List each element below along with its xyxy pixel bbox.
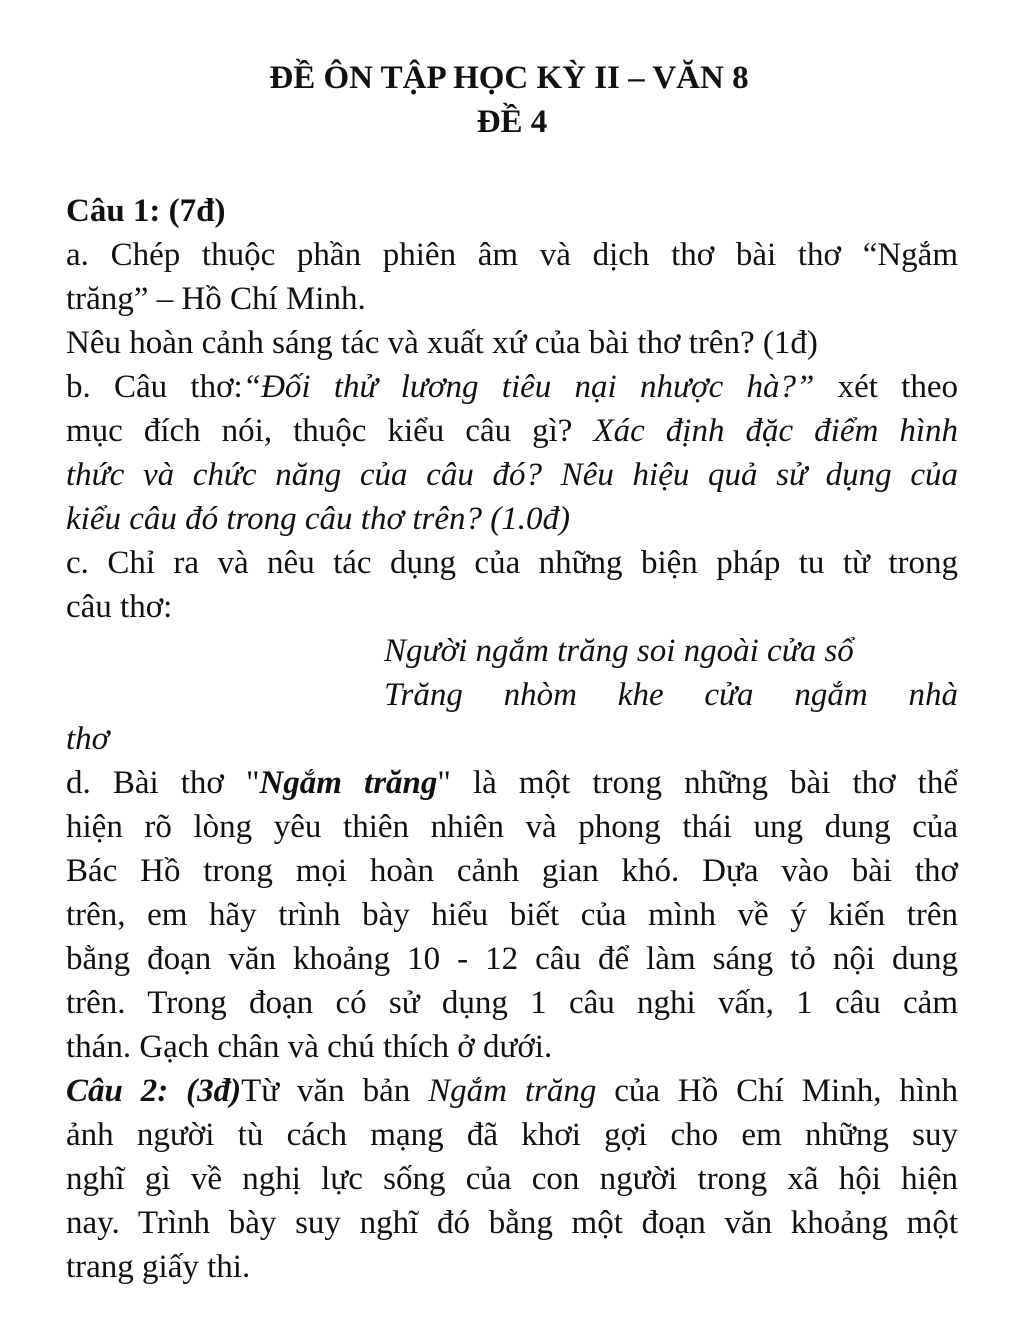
- q1-d-line-2: hiện rõ lòng yêu thiên nhiên và phong thái ung dung của: [66, 809, 958, 845]
- q1-b-suffix: xét theo: [814, 369, 958, 405]
- page-title: ĐỀ ÔN TẬP HỌC KỲ II – VĂN 8: [269, 60, 749, 96]
- exam-content: [66, 189, 958, 1289]
- q2-line-1: [66, 1069, 958, 1113]
- q1-b-prefix: b. Câu thơ:: [66, 369, 243, 405]
- q2-line-2: ảnh người tù cách mạng đã khơi gợi cho em những suy: [66, 1117, 958, 1153]
- q1-d-suffix: " là một trong những bài thơ thể: [437, 765, 958, 801]
- q2-line-1-a: Từ văn bản: [241, 1073, 429, 1109]
- q1-d-line-5: bằng đoạn văn khoảng 10 - 12 câu để làm sáng tỏ nội dung: [66, 941, 958, 977]
- q2-line-3: nghĩ gì về nghị lực sống của con người trong xã hội hiện: [66, 1161, 958, 1197]
- q1-b-quote: “Đối thử lương tiêu nại nhược hà?”: [242, 369, 815, 405]
- q1-c-line-1: c. Chỉ ra và nêu tác dụng của những biện pháp tu từ trong: [66, 545, 958, 581]
- q1-b-line-4: kiểu câu đó trong câu thơ trên? (1.0đ): [66, 501, 570, 537]
- poem-line-3: thơ: [66, 721, 110, 757]
- q2-line-1-italic: Ngắm trăng: [428, 1073, 597, 1109]
- q1-d-line-4: trên, em hãy trình bày hiểu biết của mình về ý kiến trên: [66, 897, 958, 933]
- q1-a-line-2: trăng” – Hồ Chí Minh.: [66, 281, 366, 317]
- question-2-heading: Câu 2: (3đ): [66, 1073, 242, 1109]
- exam-page: [66, 56, 958, 1289]
- exam-number: ĐỀ 4: [476, 104, 548, 140]
- q2-line-1-b: của Hồ Chí Minh, hình: [596, 1073, 959, 1109]
- q1-d-line-3: Bác Hồ trong mọi hoàn cảnh gian khó. Dựa vào bài thơ: [66, 853, 958, 889]
- q1-c-line-2: câu thơ:: [66, 589, 173, 625]
- q1-b-line-3: thức và chức năng của câu đó? Nêu hiệu quả sử dụng của: [66, 457, 958, 493]
- q1-d-line-6: trên. Trong đoạn có sử dụng 1 câu nghi vấn, 1 câu cảm: [66, 985, 958, 1021]
- q1-b-line-2: [66, 409, 958, 453]
- q1-a-line-3: Nêu hoàn cảnh sáng tác và xuất xứ của bài thơ trên? (1đ): [66, 325, 818, 361]
- q1-d-line-1: [66, 761, 958, 805]
- question-1-heading: Câu 1: (7đ): [66, 193, 226, 229]
- q1-d-prefix: d. Bài thơ ": [66, 765, 260, 801]
- poem-line-1: Người ngắm trăng soi ngoài cửa sổ: [384, 633, 854, 669]
- q1-a-line-1: a. Chép thuộc phần phiên âm và dịch thơ bài thơ “Ngắm: [66, 237, 958, 273]
- q1-b-line-2-italic: Xác định đặc điểm hình: [593, 413, 959, 449]
- q1-d-line-7: thán. Gạch chân và chú thích ở dưới.: [66, 1029, 553, 1065]
- q2-line-4: nay. Trình bày suy nghĩ đó bằng một đoạn văn khoảng một: [66, 1205, 958, 1241]
- q2-line-5: trang giấy thi.: [66, 1249, 251, 1285]
- q1-b-line-1: [66, 365, 958, 409]
- poem-line-2: Trăng nhòm khe cửa ngắm nhà: [384, 677, 958, 713]
- q1-d-poem-title: Ngắm trăng: [259, 765, 438, 801]
- q1-b-line-2-normal: mục đích nói, thuộc kiểu câu gì?: [66, 413, 594, 449]
